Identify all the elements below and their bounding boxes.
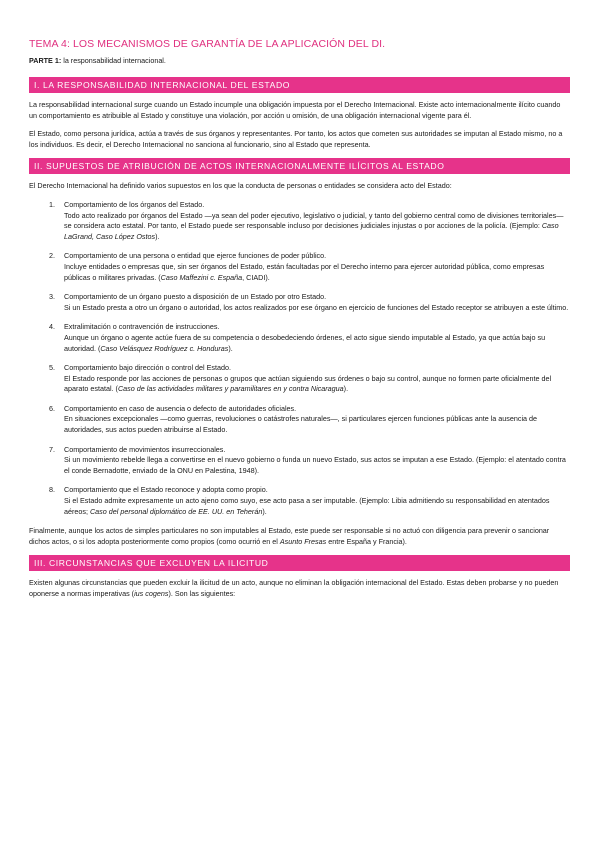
list-number: 7. bbox=[49, 444, 55, 454]
list-item-title: Comportamiento de los órganos del Estado. bbox=[64, 199, 205, 209]
list-item bbox=[29, 404, 570, 436]
ius-cogens-term: ius cogens bbox=[134, 589, 169, 598]
paragraph-private-acts bbox=[29, 526, 570, 547]
paragraph-attribution-intro: El Derecho Internacional ha definido varios supuestos en los que la conducta de personas o entidades se considera acto del Estado: bbox=[29, 181, 452, 191]
list-item-title: Comportamiento que el Estado reconoce y adopta como propio. bbox=[64, 485, 268, 495]
closing-tail: entre España y Francia). bbox=[326, 536, 407, 546]
list-item bbox=[29, 363, 570, 395]
list-item-title: Comportamiento bajo dirección o control del Estado. bbox=[64, 363, 232, 373]
list-item-body: En situaciones excepcionales —como guerras, revoluciones o catástrofes naturales—, si particulares ejercen funciones públicas ante la ausencia de autoridades, sus actos pueden atribuirse al Estado. bbox=[64, 414, 538, 435]
list-item-body: El Estado responde por las acciones de personas o grupos que actúan siguiendo sus órdenes o bajo su control, aunque no formen parte oficialmente del aparato estatal. ( bbox=[64, 373, 552, 394]
case-name: Caso Velásquez Rodríguez c. Honduras bbox=[100, 343, 229, 353]
list-item-tail: ). bbox=[228, 343, 233, 353]
case-name: Caso del personal diplomático de EE. UU. en Teherán bbox=[89, 506, 263, 516]
case-name: Caso Maffezini c. España bbox=[160, 272, 243, 282]
list-item-tail: , CIADI). bbox=[242, 272, 270, 282]
list-item bbox=[29, 445, 570, 477]
paragraph-state-organs: El Estado, como persona jurídica, actúa a través de sus órganos y representantes. Por tanto, los actos que cometen sus autoridades se imputan al Estado mismo, no a los individuos. Es decir, el Derecho Internacional no sanciona al funcionario, sino al Estado que representa. bbox=[29, 129, 563, 149]
part-heading bbox=[29, 56, 570, 65]
section-heading-2: II. SUPUESTOS DE ATRIBUCIÓN DE ACTOS INTERNACIONALMENTE ILÍCITOS AL ESTADO bbox=[29, 158, 570, 174]
document-title: TEMA 4: LOS MECANISMOS DE GARANTÍA DE LA APLICACIÓN DEL DI. bbox=[29, 38, 386, 50]
list-number: 3. bbox=[49, 292, 55, 302]
list-item-title: Comportamiento en caso de ausencia o defecto de autoridades oficiales. bbox=[64, 403, 297, 413]
exclusion-tail: ). Son las siguientes: bbox=[168, 589, 236, 598]
list-item-body: Incluye entidades o empresas que, sin ser órganos del Estado, están facultadas por el Derecho interno para ejercer autoridad pública, como empresas públicas o militares privadas. ( bbox=[64, 261, 545, 282]
paragraph-responsibility-definition: La responsabilidad internacional surge cuando un Estado incumple una obligación impuesta por el Derecho Internacional. Existe acto internacionalmente ilícito cuando un comportamiento es atribuible al Estado y constituye una violación, por acción u omisión, de una obligación internacional vigente para él. bbox=[29, 100, 561, 120]
list-number: 4. bbox=[49, 322, 55, 332]
list-item-body: Aunque un órgano o agente actúe fuera de su competencia o desobedeciendo órdenes, el acto sigue siendo imputable al Estado, ya que actúa bajo su autoridad. ( bbox=[64, 332, 546, 353]
case-name: Caso LaGrand, Caso López Ostos bbox=[64, 221, 559, 241]
list-item bbox=[29, 292, 570, 313]
list-item-title: Comportamiento de movimientos insurreccionales. bbox=[64, 444, 226, 454]
list-number: 5. bbox=[49, 363, 55, 373]
case-name: Asunto Fresas bbox=[279, 536, 327, 546]
list-item-title: Comportamiento de una persona o entidad que ejerce funciones de poder público. bbox=[64, 251, 327, 261]
closing-text: Finalmente, aunque los actos de simples particulares no son imputables al Estado, este puede ser responsable si no actuó con diligencia para prevenir o sancionar dichos actos, o si los adopta posteriormente como propios (como ocurrió en el bbox=[29, 526, 550, 546]
list-item-body: Si un Estado presta a otro un órgano o autoridad, los actos realizados por ese órgano en ejercicio de funciones del Estado receptor se atribuyen a este último. bbox=[64, 302, 569, 312]
list-item-title: Comportamiento de un órgano puesto a disposición de un Estado por otro Estado. bbox=[64, 292, 327, 302]
section-heading-1: I. LA RESPONSABILIDAD INTERNACIONAL DEL ESTADO bbox=[29, 77, 570, 93]
paragraph-exclusion-intro bbox=[29, 578, 570, 599]
list-item-body: Todo acto realizado por órganos del Estado —ya sean del poder ejecutivo, legislativo o judicial, y tanto del gobierno central como de divisiones territoriales— se considera acto estatal. Por tanto, el Estado puede ser responsable incluso por decisiones judiciales injustas o por acciones de la policía. (Ejemplo: bbox=[64, 210, 564, 231]
attribution-list bbox=[29, 200, 570, 517]
exclusion-text: Existen algunas circunstancias que pueden excluir la ilicitud de un acto, aunque no eliminan la obligación internacional del Estado. Estas deben probarse y no pueden oponerse a normas imperativas ( bbox=[29, 578, 559, 598]
list-item bbox=[29, 251, 570, 283]
list-number: 8. bbox=[49, 485, 55, 495]
section-heading-3: III. CIRCUNSTANCIAS QUE EXCLUYEN LA ILICITUD bbox=[29, 555, 570, 571]
list-item bbox=[29, 200, 570, 242]
case-name: Caso de las actividades militares y paramilitares en y contra Nicaragua bbox=[117, 384, 344, 394]
list-number: 1. bbox=[49, 199, 55, 209]
list-item bbox=[29, 322, 570, 354]
list-item-tail: ). bbox=[155, 231, 160, 241]
list-item-tail: ). bbox=[343, 384, 349, 394]
part-text: la responsabilidad internacional. bbox=[61, 56, 166, 65]
part-label: PARTE 1: bbox=[29, 56, 62, 65]
list-number: 6. bbox=[49, 403, 55, 413]
list-item-body: Si el Estado admite expresamente un acto ajeno como suyo, ese acto pasa a ser imputable. (Ejemplo: Libia admitiendo su responsabilidad en atentados aéreos; bbox=[64, 496, 550, 516]
list-item-tail: ). bbox=[262, 506, 267, 516]
list-item-body: Si un movimiento rebelde llega a convertirse en el nuevo gobierno o funda un nuevo Estado, sus actos se imputan a ese Estado. (Ejemplo: el atentado contra el conde Bernadotte, enviado de la ONU en Palestina, 1948). bbox=[64, 455, 566, 475]
list-item bbox=[29, 485, 570, 517]
list-item-title: Extralimitación o contravención de instrucciones. bbox=[64, 322, 220, 332]
list-number: 2. bbox=[49, 251, 55, 261]
